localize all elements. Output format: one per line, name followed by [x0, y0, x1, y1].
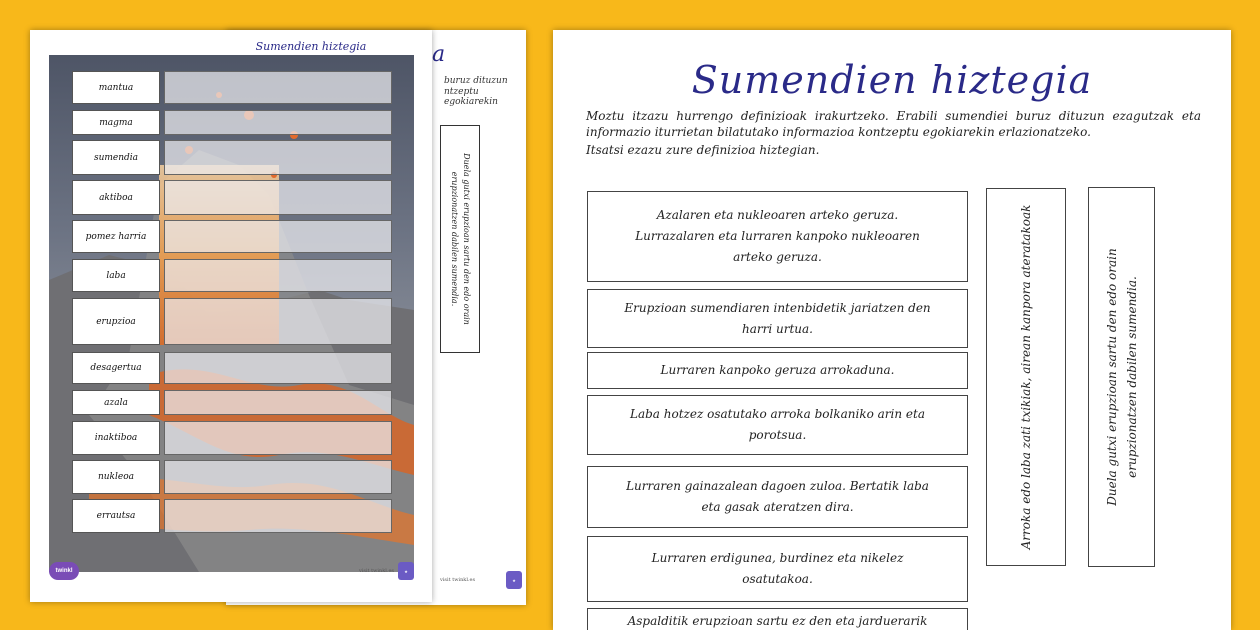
vertical-definition-card[interactable] — [986, 188, 1066, 566]
term-label: laba — [72, 259, 160, 292]
glossary-row — [72, 140, 392, 175]
footer-url: visit twinkl.es — [358, 568, 394, 574]
definition-blank[interactable] — [164, 390, 392, 415]
glossary-row — [72, 71, 392, 104]
glossary-row — [72, 220, 392, 253]
back-definition-text: Duela gutxi erupzioan sartu den edo orain erupzionatzen dabilen sumendia. — [450, 153, 471, 325]
twinkl-badge-icon: ★ — [506, 571, 522, 589]
term-label: errautsa — [72, 499, 160, 533]
worksheet-title: Sumendien hiztegia — [691, 58, 1093, 102]
instructions — [586, 108, 1201, 160]
glossary-row — [72, 180, 392, 215]
definition-card[interactable]: Laba hotzez osatutako arroka bolkaniko arin eta porotsua. — [587, 395, 968, 455]
back-title-peek: a — [432, 42, 446, 67]
vertical-definition-card[interactable] — [1088, 187, 1155, 567]
vertical-definition-text: Arroka edo laba zati txikiak, airean kanpora ateratakoak — [1019, 204, 1033, 550]
definition-blank[interactable] — [164, 71, 392, 104]
glossary-row — [72, 421, 392, 455]
definition-card[interactable]: Lurraren kanpoko geruza arrokaduna. — [587, 352, 968, 389]
glossary-row — [72, 390, 392, 415]
definition-card[interactable]: Azalaren eta nukleoaren arteko geruza. Lurrazalaren eta lurraren kanpoko nukleoaren arteko geruza. — [587, 191, 968, 282]
definition-blank[interactable] — [164, 421, 392, 455]
footer-right — [359, 562, 414, 580]
instruction-paragraph: Moztu itzazu hurrengo definizioak irakurtzeko. Erabili sumendiei buruz dituzun ezagutzak eta informazio iturrietan bilatutako informazioa kontzeptu egokiarekin erlazionatzeko. — [586, 109, 1201, 139]
definition-card[interactable]: Erupzioan sumendiaren intenbidetik jariatzen den harri urtua. — [587, 289, 968, 348]
term-label: pomez harria — [72, 220, 160, 253]
term-label: mantua — [72, 71, 160, 104]
term-label: sumendia — [72, 140, 160, 175]
glossary-row — [72, 298, 392, 345]
definition-blank[interactable] — [164, 259, 392, 292]
volcano-background-image — [49, 55, 414, 572]
definition-card[interactable]: Lurraren gainazalean dagoen zuloa. Bertatik laba eta gasak ateratzen dira. — [587, 466, 968, 528]
definition-blank[interactable] — [164, 180, 392, 215]
term-label: desagertua — [72, 352, 160, 384]
definition-blank[interactable] — [164, 352, 392, 384]
glossary-row — [72, 499, 392, 533]
worksheet-title: Sumendien hiztegia — [255, 40, 367, 53]
back-instruction-line: ntzeptu egokiarekin — [444, 87, 498, 107]
term-label: nukleoa — [72, 460, 160, 494]
term-label: magma — [72, 110, 160, 135]
glossary-row — [72, 259, 392, 292]
back-definition-card — [440, 125, 480, 353]
glossary-row — [72, 352, 392, 384]
twinkl-badge-icon: ★ — [398, 562, 414, 580]
definitions-worksheet — [553, 30, 1231, 630]
glossary-row — [72, 460, 392, 494]
term-label: aktiboa — [72, 180, 160, 215]
instruction-paragraph: Itsatsi ezazu zure definizioa hiztegian. — [586, 143, 820, 157]
twinkl-logo: twinkl — [49, 562, 79, 580]
worksheet-footer — [49, 560, 414, 582]
glossary-row — [72, 110, 392, 135]
back-footer-url: visit twinkl.es — [440, 577, 476, 583]
definition-card[interactable]: Aspalditik erupzioan sartu ez den eta jarduerarik — [587, 608, 968, 630]
glossary-rows — [49, 55, 414, 572]
definition-blank[interactable] — [164, 460, 392, 494]
back-instruction-line: buruz dituzun — [444, 76, 508, 86]
definition-blank[interactable] — [164, 499, 392, 533]
term-label: inaktiboa — [72, 421, 160, 455]
back-footer — [440, 567, 522, 593]
vertical-definition-text: Duela gutxi erupzioan sartu den edo orain erupzionatzen dabilen sumendia. — [1104, 248, 1139, 506]
volcano-glossary-worksheet — [30, 30, 432, 602]
definition-blank[interactable] — [164, 140, 392, 175]
term-label: erupzioa — [72, 298, 160, 345]
definition-blank[interactable] — [164, 220, 392, 253]
definition-blank[interactable] — [164, 110, 392, 135]
term-label: azala — [72, 390, 160, 415]
definition-card[interactable]: Lurraren erdigunea, burdinez eta nikelez osatutakoa. — [587, 536, 968, 602]
definition-blank[interactable] — [164, 298, 392, 345]
